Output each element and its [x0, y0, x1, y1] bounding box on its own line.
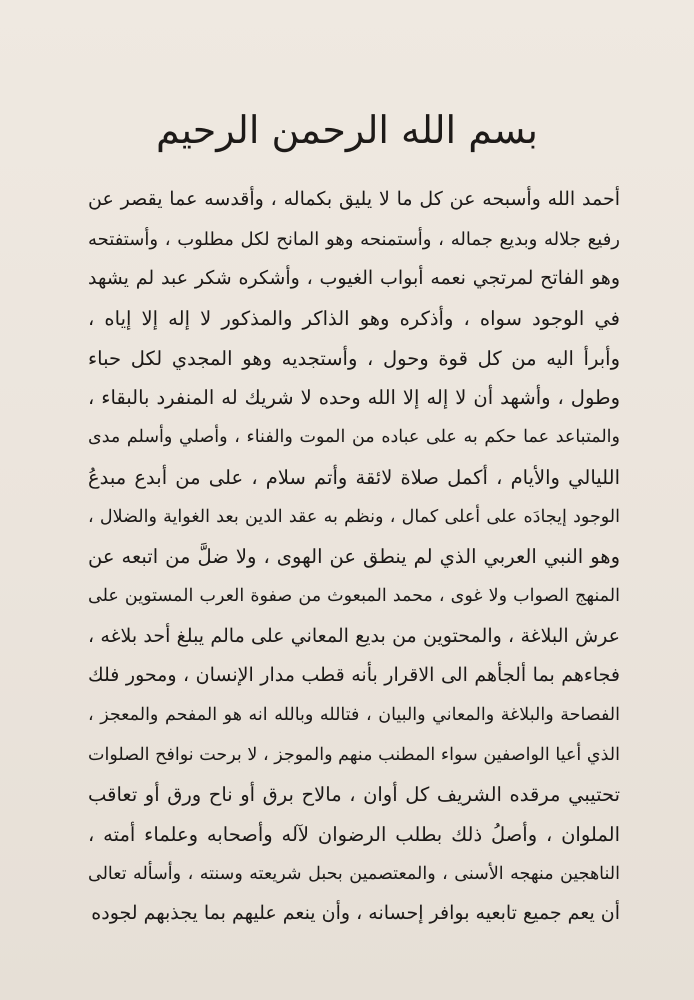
text-line: المنهج الصواب ولا غوى ، محمد المبعوث من صفوة العرب المستوين على — [88, 585, 620, 606]
text-line: والمتباعد عما حكم به على عباده من الموت والفناء ، وأصلي وأسلم مدى — [88, 427, 620, 448]
text-line: الملوان ، وأصلُ ذلك بطلب الرضوان لآله وأصحابه وعلماء أمته ، — [88, 823, 620, 846]
basmala-calligraphy: بسم الله الرحمن الرحيم — [156, 108, 538, 152]
text-line: الليالي والأيام ، أكمل صلاة لائقة وأتم سلام ، على من أبدع مبدعُ — [88, 465, 620, 489]
text-line: الذي أعيا الواصفين سواء المطنب منهم والموجز ، لا برحت نوافح الصلوات — [88, 744, 620, 765]
text-line: وطول ، وأشهد أن لا إله إلا الله وحده لا شريك له المنفرد بالبقاء ، — [88, 386, 620, 410]
text-line: تحتيبي مرقده الشريف كل أوان ، مالاح برق أو ناح ورق أو تعاقب — [88, 783, 620, 807]
text-line: أن يعم جميع تابعيه بوافر إحسانه ، وأن ينعم عليهم بما يجذبهم لجوده — [91, 902, 620, 925]
text-line: رفيع جلاله وبديع جماله ، وأستمنحه وهو المانح لكل مطلوب ، وأستفتحه — [88, 228, 620, 250]
text-line: أحمد الله وأسبحه عن كل ما لا يليق بكماله ، وأقدسه عما يقصر عن — [88, 188, 620, 210]
text-line: الوجود إيجادَه على أعلى كمال ، ونظم به عقد الدين بعد الغواية والضلال ، — [88, 506, 620, 527]
text-line: عرش البلاغة ، والمحتوين من بديع المعاني على مالم يبلغ أحد بلاغه ، — [88, 624, 620, 647]
body-text — [88, 180, 620, 934]
text-line: في الوجود سواه ، وأذكره وهو الذاكر والمذكور لا إله إلا إياه ، — [88, 307, 620, 331]
bleed-through-text — [40, 0, 654, 80]
text-line: الناهجين منهجه الأسنى ، والمعتصمين بحبل شريعته وسنته ، وأسأله تعالى — [88, 863, 620, 884]
basmala-header — [0, 90, 694, 170]
text-line: وهو الفاتح لمرتجي نعمه أبواب الغيوب ، وأشكره شكر عبد لم يشهد — [88, 267, 620, 290]
text-line: الفصاحة والبلاغة والمعاني والبيان ، فتالله وبالله انه هو المفحم والمعجز ، — [88, 704, 620, 725]
text-line: وهو النبي العربي الذي لم ينطق عن الهوى ، ولا ضلَّ من اتبعه عن — [88, 545, 620, 569]
text-line: فجاءهم بما ألجأهم الى الاقرار بأنه قطب مدار الإنسان ، ومحور فلك — [88, 664, 620, 687]
text-line: وأبرأ اليه من كل قوة وحول ، وأستجديه وهو المجدي لكل حباء — [88, 346, 620, 370]
